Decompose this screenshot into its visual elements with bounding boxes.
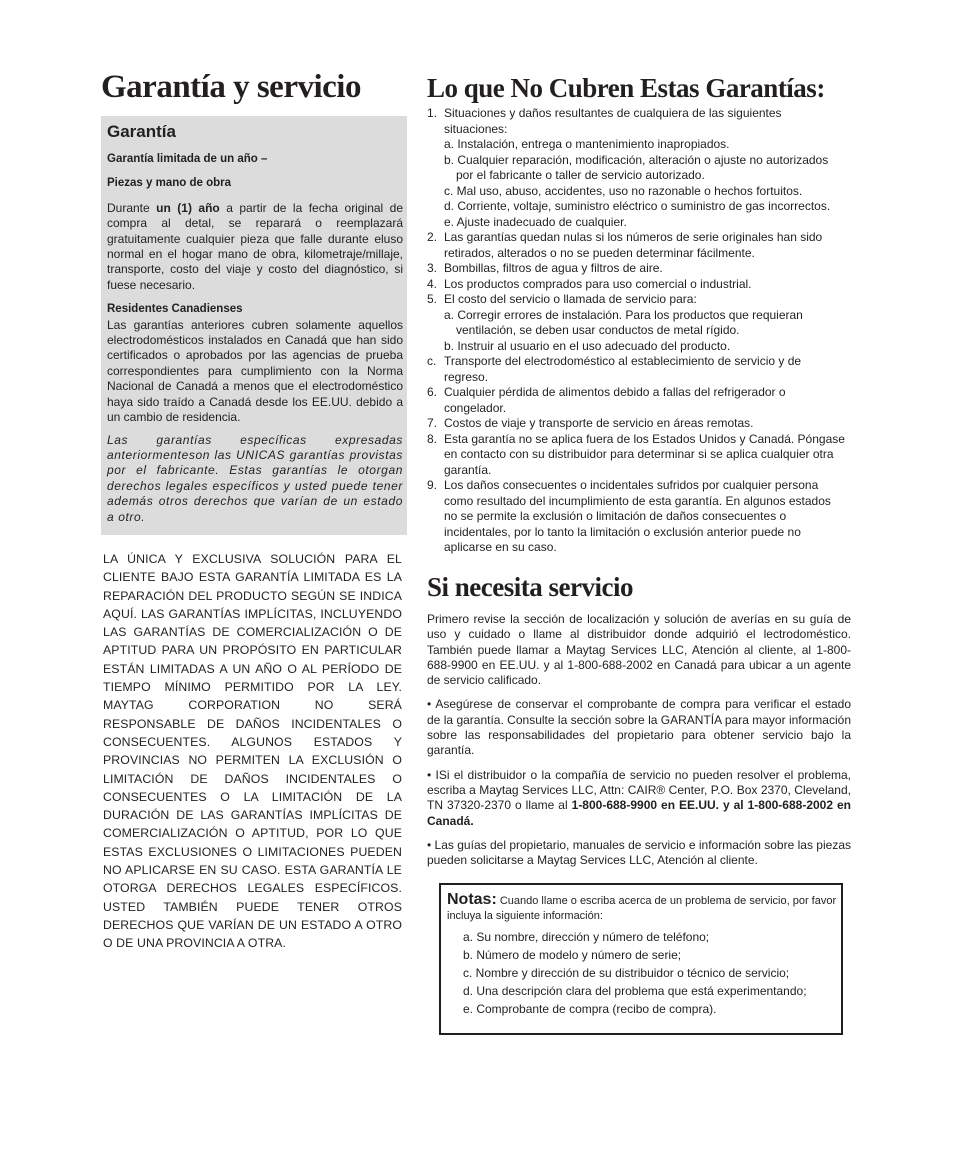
notes-item: b. Número de modelo y número de serie; [463, 948, 682, 962]
list-item: 8. Esta garantía no se aplica fuera de los Estados Unidos y Canadá. Póngase en contacto con su distribuidor para determinar si se aplica cualquier otra garantía. [427, 431, 845, 477]
warranty-paragraph: Durante un (1) año a partir de la fecha original de compra al detal, se reparará o reemplazará gratuitamente cualquier pieza que falle durante eluso normal en el hogar mano de obra, kilometraje/millaje, transporte, costo del viaje y costo del diagnóstico, si fuese necesario. [107, 200, 404, 292]
list-item: 1. Situaciones y daños resultantes de cualquiera de las siguientes situaciones: [427, 106, 782, 136]
list-item: 3. Bombillas, filtros de agua y filtros de aire. [427, 261, 663, 275]
canada-paragraph: Las garantías anteriores cubren solamente aquellos electrodomésticos instalados en Canadá que han sido certificados o aprobados por las agencias de prueba correspondientes para cumplimiento con la Norma Nacional de Canadá a menos que el electrodoméstico haya sido traído a Canadá desde los EE.UU. debido a un cambio de residencia. [107, 317, 403, 425]
notes-box [439, 883, 843, 1035]
service-bullet: • Las guías del propietario, manuales de servicio e información sobre las piezas pueden solicitarse a Maytag Services LLC, Atención al cliente. [427, 837, 851, 868]
list-subitem: e. Ajuste inadecuado de cualquier. [444, 214, 627, 229]
notes-label: Notas: [447, 891, 497, 908]
list-subitem: d. Corriente, voltaje, suministro eléctrico o suministro de gas incorrectos. [444, 199, 831, 213]
list-item: 9. Los daños consecuentes o incidentales sufridos por cualquier persona como resultado del incumplimiento de esta garantía. En algunos estados no se permite la exclusión o limitación de daños consecuentes o incidentales, por lo tanto la limitación o exclusión anterior puede no aplicarse en su caso. [427, 478, 831, 554]
service-title: Si necesita servicio [427, 572, 633, 602]
warranty-box [101, 116, 407, 535]
list-subitem: c. Mal uso, abuso, accidentes, uso no razonable o hechos fortuitos. [444, 183, 803, 198]
list-item: 5. El costo del servicio o llamada de servicio para: [427, 292, 697, 306]
notes-item: c. Nombre y dirección de su distribuidor o técnico de servicio; [463, 966, 790, 980]
list-subitem: a. Instalación, entrega o mantenimiento inapropiados. [444, 137, 730, 151]
warranty-heading: Garantía [107, 122, 176, 141]
exclusions-title: Lo que No Cubren Estas Garantías: [427, 73, 825, 103]
service-bullet: • Asegúrese de conservar el comprobante de compra para verificar el estado de la garantía. Consulte la sección sobre la GARANTÍA para mayor información sobre las responsabilidades del propietario para obtener servicio bajo la garantía. [427, 697, 851, 758]
service-section [427, 612, 851, 876]
service-paragraph: Primero revise la sección de localización y solución de averías en su guía de uso y cuidado o llame al distribuidor donde adquirió el lectrodoméstico. También puede llamar a Maytag Services LLC, Atención al cliente, al 1-800-688-9900 en EE.UU. y al 1-800-688-2002 en Canadá para ubicar a un agente de servicio calificado. [427, 612, 851, 688]
notes-item: d. Una descripción clara del problema que está experimentando; [463, 984, 807, 998]
list-subitem: b. Instruir al usuario en el uso adecuado del producto. [444, 338, 731, 353]
list-item: 4. Los productos comprados para uso comercial o industrial. [427, 276, 752, 291]
list-item: 6. Cualquier pérdida de alimentos debido a fallas del refrigerador o congelador. [427, 385, 786, 415]
list-subitem: a. Corregir errores de instalación. Para los productos que requieran ventilación, se deben usar conductos de metal rígido. [444, 307, 803, 337]
specific-warranty-note: Las garantías específicas expresadas anteriormenteson las UNICAS garantías provistas por el fabricante. Estas garantías le otorgan derechos legales específicos y usted puede tener además otros derechos que varían de un estado a otro. [107, 432, 403, 524]
canada-heading: Residentes Canadienses [107, 303, 243, 316]
notes-intro: Notas: Cuando llame o escriba acerca de un problema de servicio, por favor incluya la siguiente información: [447, 891, 837, 922]
list-item: 7. Costos de viaje y transporte de servicio en áreas remotas. [427, 416, 754, 430]
service-bullet: • ISi el distribuidor o la compañía de servicio no pueden resolver el problema, escriba a Maytag Services LLC, Attn: CAIR® Center, P.O. Box 2370, Cleveland, TN 37320-2370 o llame al 1-800-688-9900 en EE.UU. y al 1-800-688-2002 en Canadá. [427, 767, 851, 828]
disclaimer-text: LA ÚNICA Y EXCLUSIVA SOLUCIÓN PARA EL CLIENTE BAJO ESTA GARANTÍA LIMITADA ES LA REPARACIÓN DEL PRODUCTO SEGÚN SE INDICA AQUÍ. LAS GARANTÍAS IMPLÍCITAS, INCLUYENDO LAS GARANTÍAS DE COMERCIALIZACIÓN O DE APTITUD PARA UN PROPÓSITO EN PARTICULAR ESTÁN LIMITADAS A UN AÑO O AL PERÍODO DE TIEMPO MÍNIMO PERMITIDO POR LA LEY. MAYTAG CORPORATION NO SERÁ RESPONSABLE DE DAÑOS INCIDENTALES O CONSECUENTES. ALGUNOS ESTADOS Y PROVINCIAS NO PERMITEN LA EXCLUSIÓN O LIMITACIÓN DE DAÑOS INCIDENTALES O CONSECUENTES O LA LIMITACIÓN DE LA DURACIÓN DE LAS GARANTÍAS IMPLÍCITAS DE COMERCIALIZACIÓN O APTITUD, POR LO QUE ESTAS EXCLUSIONES O LIMITACIONES PUEDEN NO APLICARSE EN SU CASO. ESTA GARANTÍA LE OTORGA DERECHOS LEGALES ESPECÍFICOS. USTED TAMBIÉN PUEDE TENER OTROS DERECHOS QUE VARÍAN DE UN ESTADO A OTRO O DE UNA PROVINCIA A OTRA. [103, 552, 402, 951]
limited-warranty-line: Garantía limitada de un año – [107, 153, 268, 165]
list-item: 2. Las garantías quedan nulas si los números de serie originales han sido retirados, alterados o no se pueden determinar fácilmente. [427, 230, 823, 260]
list-subitem: b. Cualquier reparación, modificación, alteración o ajuste no autorizados por el fabricante o taller de servicio autorizado. [444, 152, 829, 182]
page-title: Garantía y servicio [101, 69, 361, 105]
parts-labor-line: Piezas y mano de obra [107, 177, 231, 190]
exclusions-list [427, 106, 847, 556]
list-item: c. Transporte del electrodoméstico al establecimiento de servicio y de regreso. [427, 354, 802, 384]
notes-item: e. Comprobante de compra (recibo de compra). [463, 1002, 717, 1016]
notes-item: a. Su nombre, dirección y número de teléfono; [463, 930, 710, 944]
